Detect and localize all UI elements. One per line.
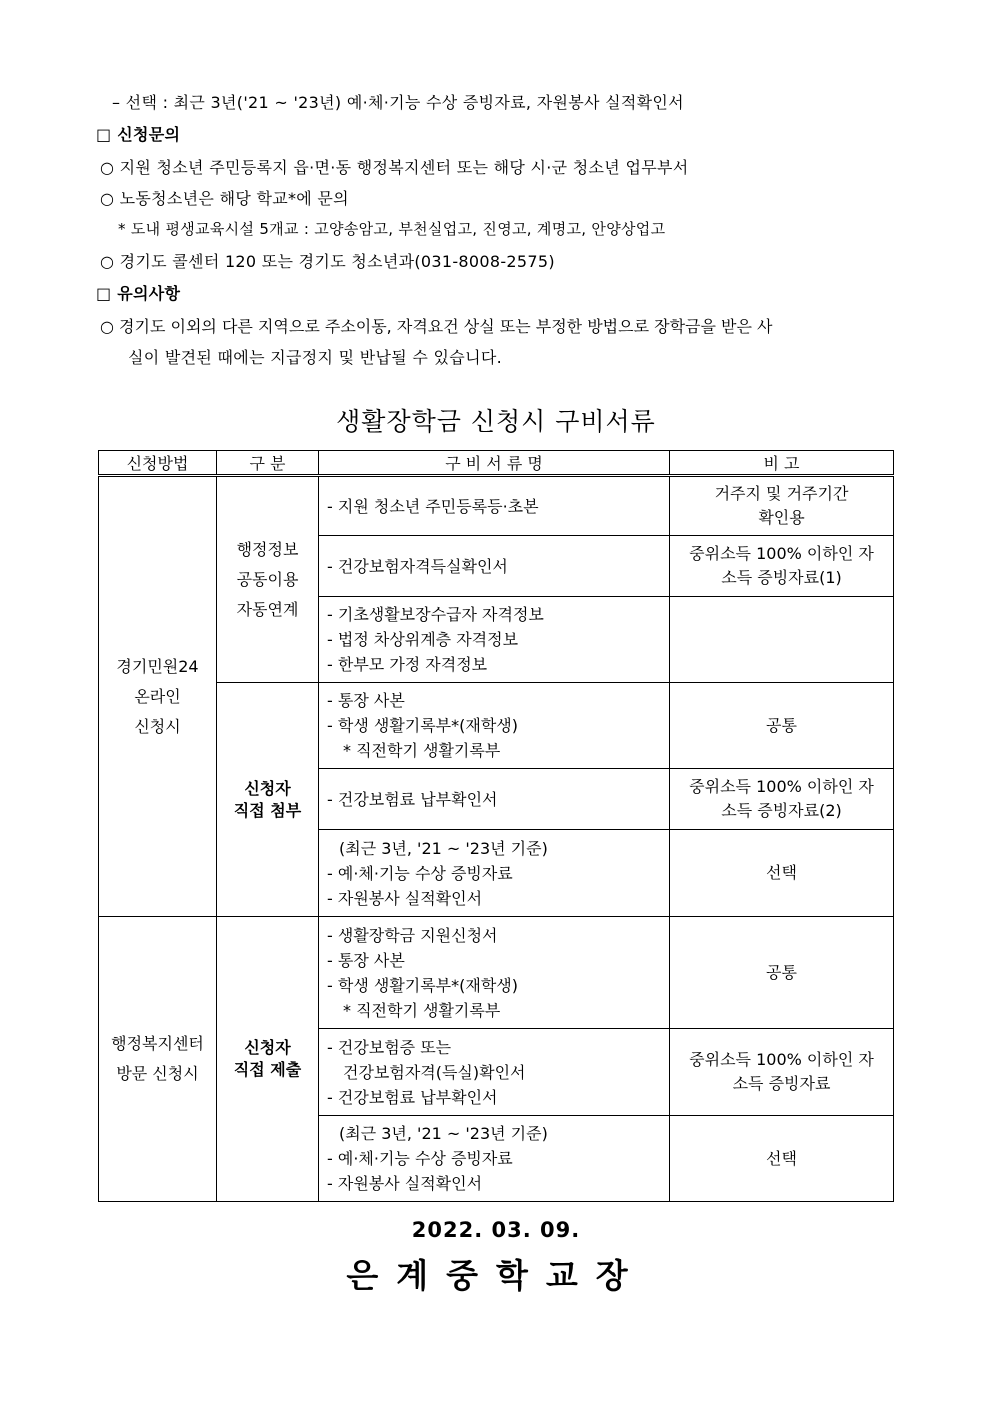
header-documents: 구 비 서 류 명 <box>319 451 670 476</box>
inquiry-item-2: ○ 노동청소년은 해당 학교*에 문의 <box>100 189 349 208</box>
document-item: * 직전학기 생활기록부 <box>343 1000 501 1020</box>
table-title: 생활장학금 신청시 구비서류 <box>336 407 656 436</box>
header-category: 구 분 <box>217 451 319 476</box>
document-item: - 자원봉사 실적확인서 <box>327 888 483 908</box>
remark-line: 거주지 및 거주기간 <box>714 484 849 503</box>
method-visit-line: 행정복지센터 <box>111 1034 204 1053</box>
document-item: - 건강보험료 납부확인서 <box>327 789 498 809</box>
document-item: - 학생 생활기록부*(재학생) <box>327 975 518 995</box>
select-note-line: – 선택 : 최근 3년('21 ~ '23년) 예·체·기능 수상 증빙자료, 자원봉사 실적확인서 <box>112 93 684 112</box>
remark-line: 소득 증빙자료 <box>732 1074 831 1093</box>
caution-heading: □ 유의사항 <box>96 284 181 303</box>
method-online-line: 온라인 <box>134 686 181 706</box>
caution-item-1-cont: 실이 발견된 때에는 지급정지 및 반납될 수 있습니다. <box>128 348 502 367</box>
remarks-cell <box>670 597 894 683</box>
remark-line: 소득 증빙자료(1) <box>721 568 842 587</box>
remark-line: 소득 증빙자료(2) <box>721 801 842 820</box>
documents-cell <box>319 769 670 830</box>
remarks-cell <box>670 476 894 536</box>
remark-line: 확인용 <box>758 508 805 527</box>
documents-cell <box>319 1029 670 1116</box>
method-visit-line: 방문 신청시 <box>116 1064 199 1083</box>
category-attach-line: 신청자 <box>244 778 291 798</box>
remark-line: 중위소득 100% 이하인 자 <box>689 777 874 796</box>
header-remarks: 비 고 <box>670 451 894 476</box>
category-admin-line: 자동연계 <box>236 599 299 619</box>
documents-cell <box>319 917 670 1029</box>
principal-signature: 은계중학교장 <box>346 1256 646 1295</box>
table-row <box>99 683 894 769</box>
document-item: - 통장 사본 <box>327 950 405 970</box>
document-item: * 직전학기 생활기록부 <box>343 741 501 760</box>
table-row <box>99 917 894 1029</box>
remarks-cell: 공통 <box>670 683 894 769</box>
documents-cell <box>319 830 670 917</box>
method-online-line: 신청시 <box>134 716 181 736</box>
document-item: - 기초생활보장수급자 자격정보 <box>327 605 544 624</box>
document-item: (최근 3년, '21 ~ '23년 기준) <box>339 1124 548 1143</box>
documents-cell <box>319 597 670 683</box>
header-method: 신청방법 <box>99 451 217 476</box>
remarks-cell <box>670 536 894 597</box>
document-item: - 건강보험자격득실확인서 <box>327 556 508 576</box>
inquiry-item-3: ○ 경기도 콜센터 120 또는 경기도 청소년과(031-8008-2575) <box>100 252 555 271</box>
document-item: (최근 3년, '21 ~ '23년 기준) <box>339 838 548 858</box>
document-item: - 건강보험료 납부확인서 <box>327 1087 498 1107</box>
remarks-cell <box>670 769 894 830</box>
inquiry-item-1: ○ 지원 청소년 주민등록지 읍·면·동 행정복지센터 또는 해당 시·군 청소년 업무부서 <box>100 158 689 177</box>
method-online-line: 경기민원24 <box>116 656 199 676</box>
documents-cell <box>319 1116 670 1202</box>
method-visit-cell <box>99 917 217 1202</box>
table-header-row <box>99 451 894 476</box>
documents-cell <box>319 476 670 536</box>
document-item: 건강보험자격(득실)확인서 <box>343 1062 526 1082</box>
document-item: - 통장 사본 <box>327 691 405 710</box>
remarks-cell: 공통 <box>670 917 894 1029</box>
document-item: - 건강보험증 또는 <box>327 1037 452 1057</box>
documents-cell <box>319 536 670 597</box>
remark-line: 중위소득 100% 이하인 자 <box>689 1050 874 1069</box>
remark-line: 중위소득 100% 이하인 자 <box>689 544 874 563</box>
method-online-cell <box>99 476 217 917</box>
category-submit-line: 신청자 <box>244 1038 291 1057</box>
category-admin-line: 공동이용 <box>236 569 299 589</box>
document-item: - 법정 차상위계층 자격정보 <box>327 630 519 649</box>
document-item: - 자원봉사 실적확인서 <box>327 1174 483 1193</box>
category-submit-line: 직접 제출 <box>233 1060 302 1079</box>
document-item: - 지원 청소년 주민등록등·초본 <box>327 496 539 516</box>
caution-item-1: ○ 경기도 이외의 다른 지역으로 주소이동, 자격요건 상실 또는 부정한 방법으로 장학금을 받은 사 <box>100 317 773 336</box>
document-item: - 예·체·기능 수상 증빙자료 <box>327 1149 513 1168</box>
remarks-cell <box>670 1029 894 1116</box>
category-attach-line: 직접 첨부 <box>233 800 302 820</box>
category-admin-cell <box>217 476 319 683</box>
document-date: 2022. 03. 09. <box>411 1218 581 1242</box>
remarks-cell: 선택 <box>670 830 894 917</box>
category-submit-cell <box>217 917 319 1202</box>
document-item: - 한부모 가정 자격정보 <box>327 655 488 674</box>
documents-cell <box>319 683 670 769</box>
remarks-cell: 선택 <box>670 1116 894 1202</box>
category-admin-line: 행정정보 <box>236 539 299 559</box>
table-row <box>99 476 894 536</box>
inquiry-heading: □ 신청문의 <box>96 125 181 144</box>
required-documents-table <box>98 450 894 1202</box>
document-item: - 예·체·기능 수상 증빙자료 <box>327 863 513 883</box>
inquiry-item-2-note: * 도내 평생교육시설 5개교 : 고양송암고, 부천실업고, 진영고, 계명고, 안양상업고 <box>118 220 666 238</box>
document-item: - 생활장학금 지원신청서 <box>327 925 498 945</box>
document-item: - 학생 생활기록부*(재학생) <box>327 716 518 735</box>
category-attach-cell <box>217 683 319 917</box>
